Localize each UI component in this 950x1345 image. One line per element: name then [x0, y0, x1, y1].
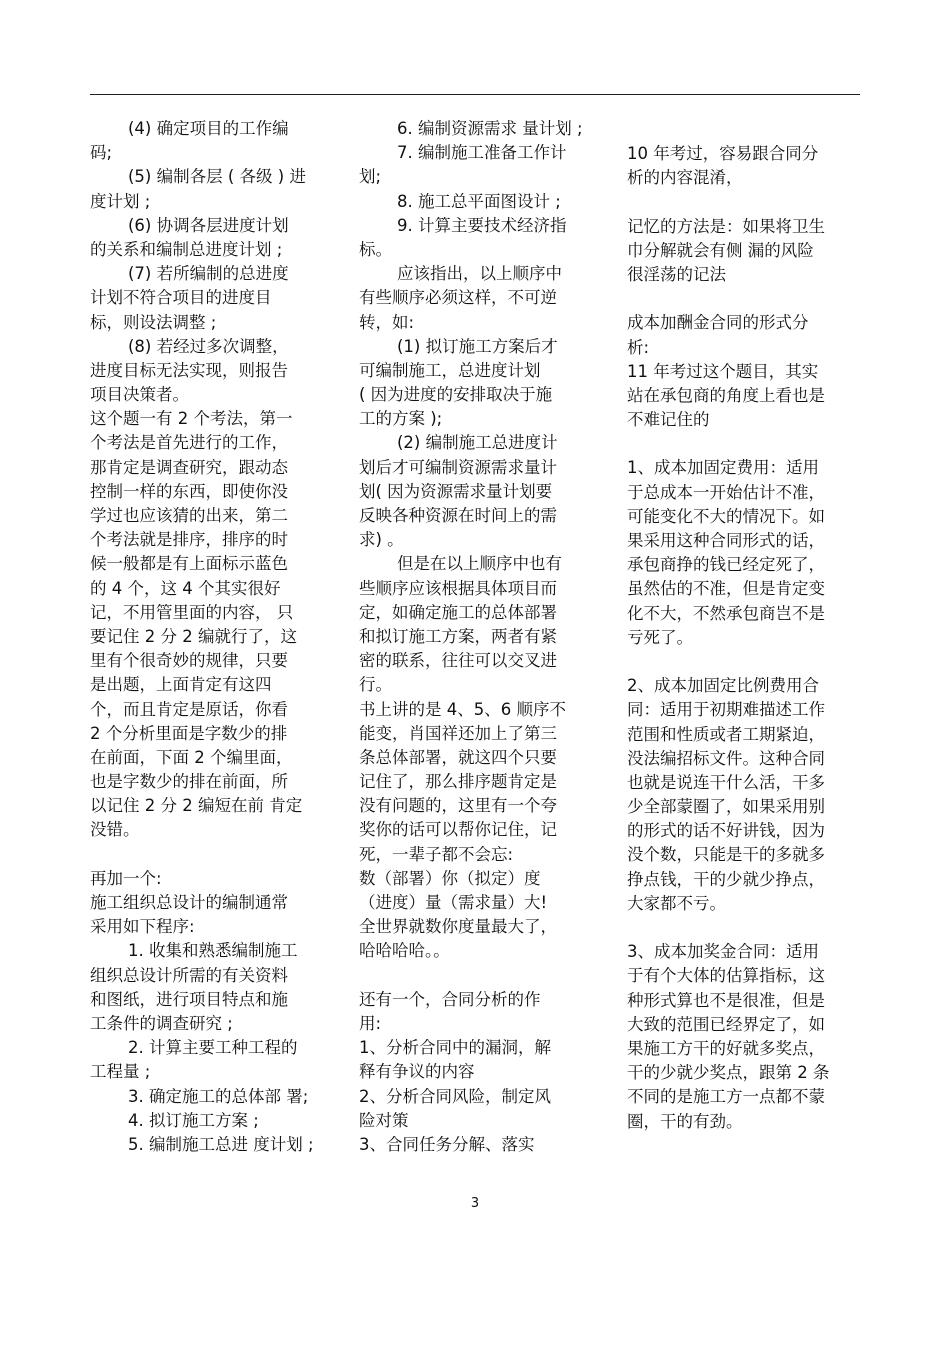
text-line: 那肯定是调查研究，跟动态 [90, 457, 288, 477]
text-line: 候一般都是有上面标示蓝色 [90, 554, 288, 574]
text-line: 死，一辈子都不会忘: [359, 844, 514, 864]
text-line: 还有一个，合同分析的作 [359, 989, 541, 1009]
text-line: 密的联系，往往可以交叉进 [359, 651, 557, 671]
text-line: 释有争议的内容 [359, 1062, 475, 1082]
blank-line [359, 964, 591, 988]
text-line: 2、成本加固定比例费用合 [627, 676, 819, 696]
text-line: 于有个大体的估算指标，这 [627, 966, 825, 986]
text-line: 析的内容混淆， [627, 168, 743, 188]
text-line: 11 年考过这个题目，其实 [627, 361, 819, 381]
text-line: (1) 拟订施工方案后才 [397, 336, 558, 356]
text-line: 3. 确定施工的总体部 署; [128, 1086, 309, 1106]
text-line: (8) 若经过多次调整， [128, 336, 289, 356]
text-line: (2) 编制施工总进度计 [397, 433, 558, 453]
text-line: 可编制施工，总进度计划 [359, 360, 541, 380]
text-line: 工条件的调查研究 ; [90, 1013, 233, 1033]
text-line: 反映各种资源在时间上的需 [359, 506, 557, 525]
text-line: 工的方案 ); [359, 409, 443, 429]
text-line: 划; [359, 167, 382, 187]
text-line: 能变，肖国祥还加上了第三 [359, 723, 557, 743]
text-line: 和图纸，进行项目特点和施 [90, 989, 288, 1009]
text-line: 1、成本加固定费用：适用 [627, 458, 819, 478]
text-line: 干的少就少奖点，跟第 2 条 [627, 1063, 830, 1083]
text-line: 条总体部署，就这四个只要 [359, 747, 557, 767]
text-line: 少全部蒙圈了，如果采用别 [627, 797, 825, 817]
text-line: 标，则设法调整 ; [90, 312, 217, 332]
text-line: （进度）量（需求量）大! [359, 893, 548, 912]
text-line: 个考法就是排序，排序的时 [90, 530, 288, 550]
text-line: 划( 因为资源需求量计划要 [359, 481, 553, 501]
text-line: 7. 编制施工准备工作计 [397, 143, 567, 163]
text-line: 个考法是首先进行的工作， [90, 433, 288, 453]
text-line: 2. 计算主要工种工程的 [128, 1038, 298, 1058]
text-line: 圈，干的有劲。 [627, 1111, 743, 1131]
text-line: 要记住 2 分 2 编就行了，这 [90, 626, 297, 646]
text-line: (7) 若所编制的总进度 [128, 264, 289, 284]
text-line: (4) 确定项目的工作编 [128, 119, 289, 138]
text-line: 转，如: [359, 312, 415, 332]
text-line: 巾分解就会有侧 漏的风险 [627, 240, 814, 260]
text-line: 以记住 2 分 2 编短在前 肯定 [90, 796, 303, 816]
text-line: 划后才可编制资源需求量计 [359, 457, 557, 477]
text-line: 书上讲的是 4、5、6 顺序不 [359, 699, 566, 719]
text-line: (6) 协调各层进度计划 [128, 215, 289, 235]
text-line: 没错。 [90, 820, 140, 840]
text-line: 求) 。 [359, 530, 404, 550]
text-line: 也是字数少的排在前面，所 [90, 772, 288, 792]
text-line: 码; [90, 143, 113, 163]
blank-line [627, 190, 859, 214]
text-line: 3、合同任务分解、落实 [359, 1134, 535, 1154]
blank-line [627, 650, 859, 674]
text-line: (5) 编制各层 ( 各级 ) 进 [128, 167, 306, 187]
text-line: 1、分析合同中的漏洞，解 [359, 1038, 551, 1058]
text-line: 在前面，下面 2 个编里面， [90, 747, 293, 767]
text-line: 奖你的话可以帮你记住，记 [359, 820, 557, 840]
text-line: 些顺序应该根据具体项目而 [359, 578, 557, 598]
text-line: 范围和性质或者工期紧迫， [627, 724, 825, 744]
text-line: 控制一样的东西，即使你没 [90, 481, 288, 501]
text-line: 成本加酬金合同的形式分 [627, 313, 809, 333]
text-line: 承包商挣的钱已经定死了， [627, 555, 825, 575]
text-line: 大家都不亏。 [627, 893, 726, 913]
text-line: 果采用这种合同形式的话， [627, 531, 825, 550]
text-line: 很淫荡的记法 [627, 264, 726, 284]
text-line: 大致的范围已经界定了，如 [627, 1014, 825, 1034]
text-line: 没个数，只能是干的多就多 [627, 845, 825, 865]
text-line: 没法编招标文件。这种合同 [627, 748, 825, 768]
text-line: 有些顺序必须这样，不可逆 [359, 288, 557, 308]
text-line: 全世界就数你度量最大了， [359, 917, 557, 937]
text-line: 计划不符合项目的进度目 [90, 288, 272, 308]
text-column-left [90, 117, 322, 1157]
text-line: 没有问题的，这里有一个夸 [359, 796, 557, 816]
text-line: 采用如下程序: [90, 917, 195, 937]
text-line: ( 因为进度的安排取决于施 [359, 385, 553, 405]
text-line: 个，而且肯定是原话，你看 [90, 699, 288, 719]
text-line: 定，如确定施工的总体部署 [359, 602, 557, 622]
text-line: 组织总设计所需的有关资料 [90, 965, 288, 985]
text-line: 5. 编制施工总进 度计划 ; [128, 1134, 314, 1154]
text-line: 的形式的话不好讲钱，因为 [627, 821, 825, 841]
text-line: 不难记住的 [627, 410, 710, 430]
text-line: 应该指出，以上顺序中 [397, 264, 562, 284]
blank-line [90, 843, 322, 867]
text-line: 记，不用管里面的内容， 只 [90, 602, 294, 622]
text-line: 种形式算也不是很准，但是 [627, 990, 825, 1010]
text-line: 是出题，上面肯定有这四 [90, 675, 272, 695]
blank-line [627, 432, 859, 456]
text-line: 但是在以上顺序中也有 [397, 554, 562, 574]
text-column-middle [359, 117, 591, 1157]
text-line: 施工组织总设计的编制通常 [90, 893, 288, 912]
text-line: 行。 [359, 675, 392, 695]
text-line: 亏死了。 [627, 627, 693, 647]
text-line: 同：适用于初期难描述工作 [627, 700, 825, 720]
text-line: 化不大，不然承包商岂不是 [627, 603, 825, 623]
header-rule [90, 94, 860, 95]
page-number: 3 [470, 1196, 480, 1211]
text-line: 记忆的方法是：如果将卫生 [627, 216, 825, 236]
text-line: 3、成本加奖金合同：适用 [627, 942, 819, 962]
text-line: 度计划 ; [90, 191, 151, 211]
text-line: 的 4 个，这 4 个其实很好 [90, 578, 281, 598]
text-line: 再加一个: [90, 868, 162, 888]
text-line: 哈哈哈哈。。 [359, 941, 450, 961]
text-line: 数（部署）你（拟定）度 [359, 868, 541, 888]
text-line: 里有个很奇妙的规律，只要 [90, 651, 288, 671]
text-line: 不同的是施工方一点都不蒙 [627, 1087, 825, 1107]
text-line: 6. 编制资源需求 量计划 ; [397, 119, 583, 138]
blank-line [627, 287, 859, 311]
text-line: 和拟订施工方案，两者有紧 [359, 626, 557, 646]
text-column-right [627, 142, 859, 1134]
text-line: 果施工方干的好就多奖点， [627, 1038, 825, 1058]
text-line: 学过也应该猜的出来，第二 [90, 506, 288, 525]
text-line: 险对策 [359, 1110, 409, 1130]
text-line: 4. 拟订施工方案 ; [128, 1110, 259, 1130]
text-line: 8. 施工总平面图设计 ; [397, 191, 561, 211]
text-line: 这个题一有 2 个考法，第一 [90, 409, 293, 429]
text-line: 挣点钱，干的少就少挣点， [627, 869, 825, 889]
text-line: 2、分析合同风险，制定风 [359, 1086, 551, 1106]
text-line: 标。 [359, 239, 392, 259]
text-line: 用: [359, 1013, 382, 1033]
text-line: 9. 计算主要技术经济指 [397, 215, 567, 235]
text-line: 于总成本一开始估计不准， [627, 482, 825, 502]
text-line: 1. 收集和熟悉编制施工 [128, 941, 298, 961]
text-line: 10 年考过，容易跟合同分 [627, 144, 819, 163]
text-line: 析: [627, 337, 650, 357]
text-line: 项目决策者。 [90, 385, 189, 405]
text-line: 进度目标无法实现，则报告 [90, 360, 288, 380]
text-line: 虽然估的不准，但是肯定变 [627, 579, 825, 599]
text-line: 记住了，那么排序题肯定是 [359, 772, 557, 792]
text-line: 可能变化不大的情况下。如 [627, 506, 825, 526]
blank-line [627, 916, 859, 940]
text-line: 站在承包商的角度上看也是 [627, 385, 825, 405]
text-line: 工程量 ; [90, 1062, 151, 1082]
text-line: 的关系和编制总进度计划 ; [90, 239, 283, 259]
text-line: 也就是说连干什么活，干多 [627, 772, 825, 792]
text-line: 2 个分析里面是字数少的排 [90, 723, 288, 743]
